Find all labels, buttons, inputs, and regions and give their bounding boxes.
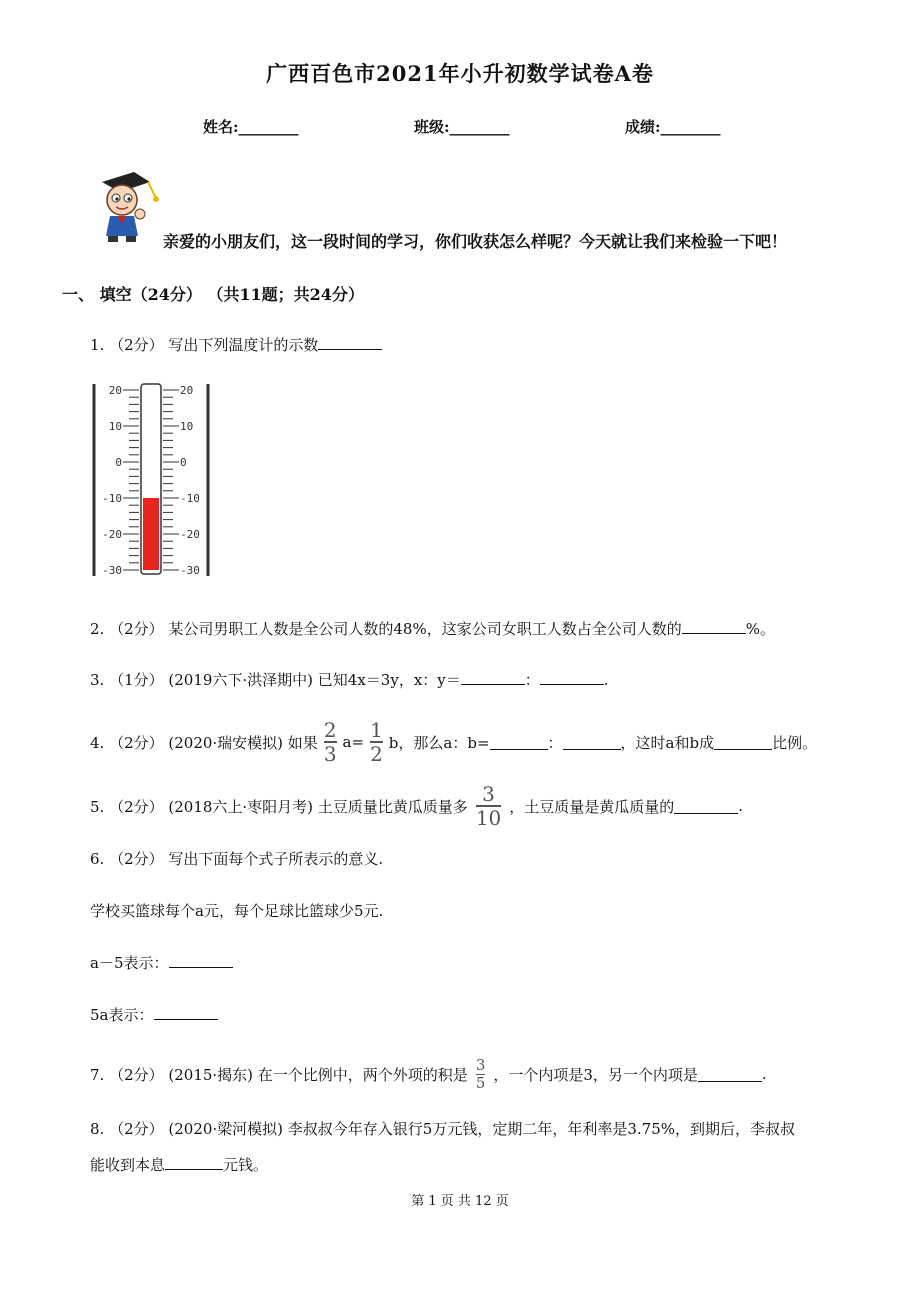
mercury-fill	[143, 498, 159, 570]
answer-blank-7[interactable]	[698, 1067, 762, 1082]
page-footer: 第 1 页 共 12 页	[411, 1194, 509, 1209]
question-4-text-e: 比例。	[772, 733, 818, 752]
answer-blank-5[interactable]	[674, 799, 738, 814]
answer-blank-8[interactable]	[165, 1155, 223, 1170]
fraction-numerator: 3	[482, 782, 495, 806]
question-8-line-1: 8. （2分） (2020·梁河模拟) 李叔叔今年存入银行5万元钱，定期二年，年利率是3.75%，到期后，李叔叔	[90, 1120, 796, 1138]
tick-label-right: 0	[180, 456, 187, 469]
tick-label-right: -30	[180, 564, 200, 577]
question-1-text: 1. （2分） 写出下列温度计的示数	[90, 336, 319, 354]
page-title: 广西百色市2021年小升初数学试卷A卷	[266, 61, 654, 86]
answer-blank-4a[interactable]	[490, 735, 548, 750]
tick-label-left: -20	[102, 528, 122, 541]
fraction-numerator: 2	[323, 718, 337, 742]
tick-label-left: 0	[115, 456, 122, 469]
question-4-colon: ：	[547, 733, 563, 752]
class-field: 班级:________	[414, 118, 510, 136]
fraction-denominator: 2	[370, 742, 383, 766]
question-5	[90, 776, 743, 836]
question-6-part-b-label: 5a表示：	[90, 1006, 154, 1024]
answer-blank-3a[interactable]	[461, 670, 525, 685]
score-field: 成绩:________	[625, 118, 721, 136]
fraction-denominator: 5	[475, 1073, 486, 1092]
answer-blank-6a[interactable]	[169, 953, 233, 968]
question-4-text-d: ，这时a和b成	[620, 733, 715, 752]
tick-label-left: 10	[108, 420, 122, 433]
answer-blank-2[interactable]	[682, 619, 746, 634]
fraction-3-5	[475, 1055, 486, 1092]
question-8-line-2	[90, 1154, 268, 1175]
tick-label-right: -20	[180, 528, 200, 541]
mascot-image	[92, 168, 164, 244]
answer-blank-4c[interactable]	[714, 735, 772, 750]
question-2	[90, 618, 775, 639]
tick-label-left: 20	[108, 384, 122, 397]
tick-label-right: -10	[180, 492, 200, 505]
greeting-text: 亲爱的小朋友们，这一段时间的学习，你们收获怎么样呢？今天就让我们来检验一下吧！	[163, 232, 788, 251]
question-2-unit: %。	[745, 620, 776, 638]
question-6: 6. （2分） 写出下面每个式子所表示的意义.	[90, 850, 384, 868]
tick-label-left: -30	[102, 564, 122, 577]
tick-label-right: 20	[180, 384, 194, 397]
question-2-text: 2. （2分） 某公司男职工人数是全公司人数的48%，这家公司女职工人数占全公司人数的	[90, 620, 682, 638]
question-8-text: 能收到本息	[90, 1156, 166, 1174]
question-7-text-b: ，一个内项是3，另一个内项是	[493, 1065, 698, 1084]
question-3-colon: ：	[524, 671, 540, 689]
question-6-part-a-label: a－5表示：	[90, 954, 169, 972]
question-4-text-c: b，那么a：b=	[388, 733, 490, 752]
fraction-3-10	[476, 784, 501, 828]
question-7-end: .	[761, 1065, 767, 1083]
answer-blank-3b[interactable]	[540, 670, 604, 685]
question-5-text-b: ，土豆质量是黄瓜质量的	[509, 797, 675, 816]
tick-label-left: -10	[102, 492, 122, 505]
question-4-text-a: 4. （2分） (2020·瑞安模拟) 如果	[90, 733, 318, 752]
fraction-numerator: 3	[475, 1055, 486, 1074]
question-3-end: .	[603, 671, 609, 689]
question-8-unit: 元钱。	[223, 1156, 269, 1174]
section-heading: 一、 填空（24分） （共11题；共24分）	[62, 285, 364, 304]
thermometer-figure	[86, 380, 216, 580]
answer-blank-6b[interactable]	[154, 1005, 218, 1020]
answer-blank-4b[interactable]	[563, 735, 621, 750]
tick-label-right: 10	[180, 420, 194, 433]
name-field: 姓名:________	[203, 118, 299, 136]
question-4	[90, 712, 817, 772]
question-4-text-b: a=	[342, 733, 365, 751]
question-3-text: 3. （1分） (2019六下·洪泽期中) 已知4x＝3y，x：y＝	[90, 671, 461, 689]
fraction-2-3	[324, 720, 337, 764]
question-6-part-b	[90, 1004, 218, 1025]
fraction-1-2	[370, 720, 383, 764]
answer-blank-1[interactable]	[318, 335, 382, 350]
question-5-text-a: 5. （2分） (2018六上·枣阳月考) 土豆质量比黄瓜质量多	[90, 797, 468, 816]
question-6-context: 学校买篮球每个a元，每个足球比篮球少5元.	[90, 902, 384, 920]
question-1	[90, 334, 382, 355]
question-7	[90, 1046, 767, 1102]
question-3	[90, 669, 609, 690]
fraction-denominator: 10	[475, 806, 502, 830]
question-5-end: .	[738, 797, 744, 815]
thermometer-group	[94, 384, 208, 577]
question-6-part-a	[90, 952, 233, 973]
fraction-numerator: 1	[370, 718, 383, 742]
fraction-denominator: 3	[323, 742, 337, 766]
question-7-text-a: 7. （2分） (2015·揭东) 在一个比例中，两个外项的积是	[90, 1065, 468, 1084]
